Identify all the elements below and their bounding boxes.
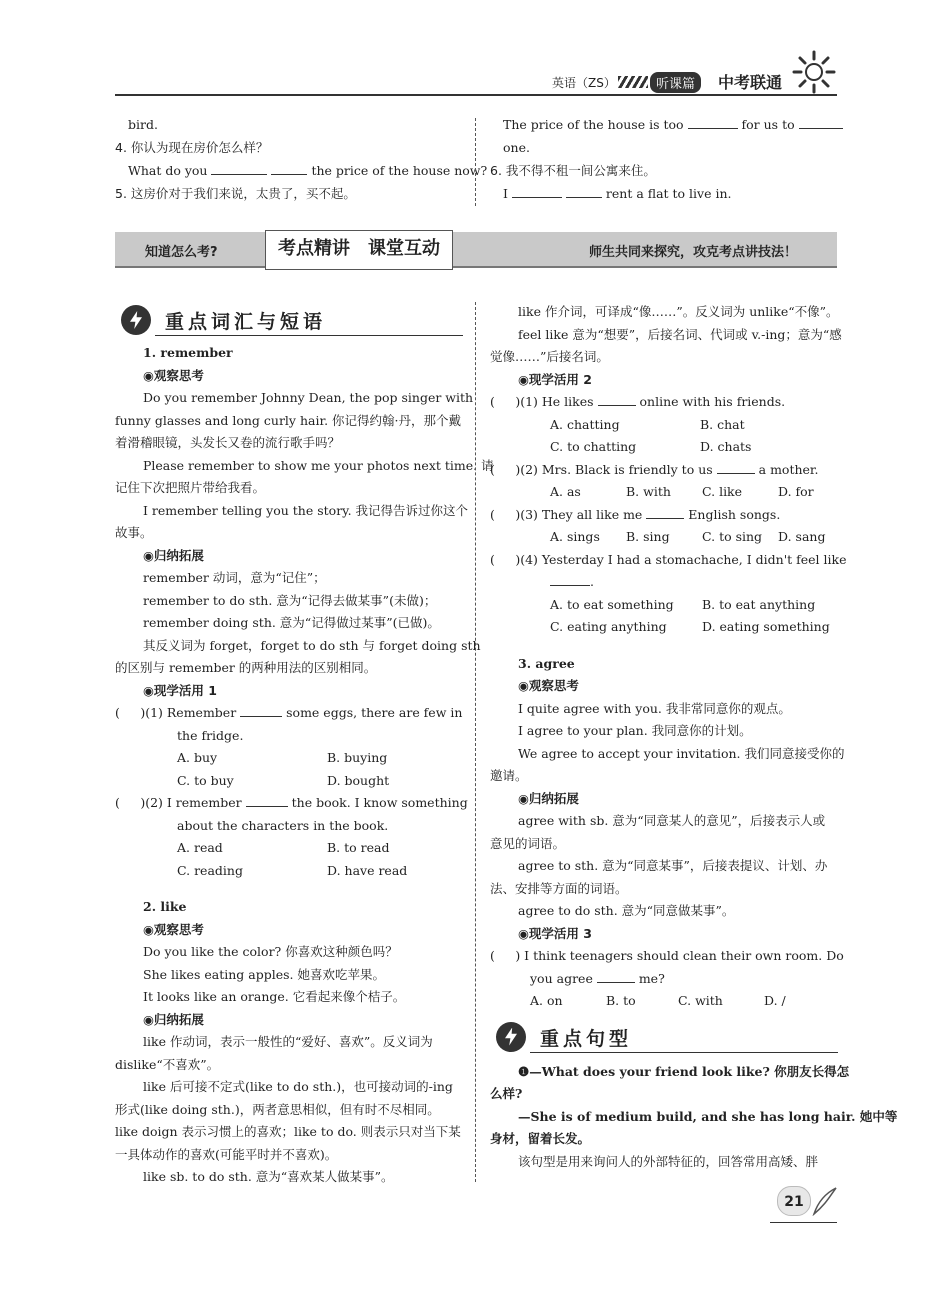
question-p2	[490, 459, 838, 482]
item-heading: 1. remember	[143, 345, 233, 360]
header-section: 听课篇	[650, 72, 701, 93]
tag-practice: ◉现学活用 3	[518, 925, 592, 941]
text-line: 其反义词为 forget，forget to do sth 与 forget doing sth	[143, 637, 481, 653]
text-line: 着滑稽眼镜，头发长又卷的流行歌手吗？	[115, 435, 341, 450]
option-row	[490, 414, 838, 437]
option[interactable]: C. with	[678, 993, 723, 1008]
lightning-icon	[121, 305, 151, 335]
answer-blank[interactable]	[646, 506, 684, 519]
left-column	[115, 302, 494, 1189]
question-stem: English songs.	[688, 506, 781, 522]
text-line: I agree to your plan. 我同意你的计划。	[518, 723, 752, 738]
answer-blank[interactable]	[512, 185, 562, 198]
text-line: 记住下次把照片带给我看。	[115, 480, 266, 495]
answer-blank[interactable]	[597, 970, 635, 983]
text-line: like 作介词，可译成“像……”。反义词为 unlike“不像”。	[518, 304, 839, 319]
answer-blank[interactable]	[246, 794, 288, 807]
text-line: like sb. to do sth. 意为“喜欢某人做某事”。	[143, 1169, 394, 1184]
text-line: 么样?	[490, 1086, 523, 1101]
text-line: Do you remember Johnny Dean, the pop singer with	[143, 390, 474, 405]
text: I	[503, 186, 508, 201]
text-line: 一具体动作的喜欢(可能平时并不喜欢)。	[115, 1146, 338, 1162]
section-title: 重点词汇与短语	[165, 311, 327, 333]
text-line: about the characters in the book.	[177, 817, 389, 833]
question-stem: ( )(3) They all like me	[490, 506, 643, 522]
text-line: feel like 意为“想要”，后接名词、代词或 v.-ing；意为“感	[518, 326, 842, 342]
text-line: funny glasses and long curly hair. 你记得约翰·丹，那个戴	[115, 412, 461, 428]
answer-blank[interactable]	[211, 162, 267, 175]
option[interactable]: D. sang	[778, 529, 826, 544]
banner-center: 考点精讲 课堂互动	[265, 230, 453, 270]
text-line: 觉像……”后接名词。	[490, 349, 609, 364]
tag-summary: ◉归纳拓展	[143, 547, 204, 563]
top-right-line-3: 6. 我不得不租一间公寓来住。	[490, 163, 656, 178]
divider	[155, 335, 463, 336]
tag-observe: ◉观察思考	[518, 678, 579, 693]
option[interactable]: B. chat	[700, 416, 745, 432]
option[interactable]: C. eating anything	[550, 619, 667, 634]
answer-blank[interactable]	[598, 393, 636, 406]
option-row	[490, 526, 838, 549]
text-line: 该句型是用来询问人的外部特征的，回答常用高矮、胖	[518, 1153, 819, 1169]
right-column	[490, 301, 898, 1173]
tag-observe: ◉观察思考	[143, 367, 204, 383]
answer-blank[interactable]	[271, 162, 307, 175]
text: the price of the house now?	[311, 163, 488, 178]
option[interactable]: A. read	[177, 840, 223, 855]
header-brand: 中考联通	[718, 73, 783, 92]
question-p1	[490, 391, 838, 414]
option[interactable]: D. eating something	[702, 619, 830, 634]
text-line: 邀请。	[490, 768, 528, 783]
text-line: remember doing sth. 意为“记得做过某事”(已做)。	[143, 615, 440, 630]
footer-rule	[770, 1222, 837, 1223]
text-line: 形式(like doing sth.)，两者意思相似，但有时不尽相同。	[115, 1101, 440, 1117]
option[interactable]: C. to buy	[177, 772, 234, 788]
text-line: 意见的词语。	[490, 835, 566, 851]
text: for us to	[741, 117, 795, 132]
period: .	[590, 574, 594, 589]
option[interactable]: D. chats	[700, 439, 752, 454]
text-line: the fridge.	[177, 727, 244, 743]
option[interactable]: B. buying	[327, 750, 388, 765]
option[interactable]: C. reading	[177, 862, 243, 878]
top-left-line-2: 4. 你认为现在房价怎么样？	[115, 140, 269, 155]
top-right-line-2: one.	[503, 140, 530, 155]
text-line: I remember telling you the story. 我记得告诉过你这个	[143, 502, 469, 518]
option[interactable]: D. /	[764, 993, 786, 1008]
question-stem: ( )(1) Remember	[115, 705, 237, 720]
option[interactable]: C. to sing	[702, 529, 763, 544]
text-line: 法、安排等方面的词语。	[490, 880, 628, 896]
question-stem: the book. I know something	[291, 795, 468, 810]
page-number: 21	[784, 1194, 804, 1210]
banner-right: 师生共同来探究，攻克考点讲技法！	[588, 245, 797, 260]
section-header-vocab	[115, 302, 463, 340]
option[interactable]: A. sings	[550, 529, 600, 544]
question-p3	[490, 504, 838, 527]
column-divider	[475, 302, 476, 1182]
text-line: Please remember to show me your photos next time. 请	[143, 457, 494, 473]
question-3-cont	[490, 968, 838, 991]
option-row	[490, 594, 838, 617]
text-line: dislike“不喜欢”。	[115, 1056, 220, 1072]
option-row	[115, 860, 463, 883]
text-line: like 后可接不定式(like to do sth.)，也可接动词的-ing	[143, 1079, 453, 1094]
tag-summary: ◉归纳拓展	[518, 790, 579, 806]
option[interactable]: A. as	[550, 484, 581, 499]
text-line: She likes eating apples. 她喜欢吃苹果。	[143, 966, 385, 982]
text-line: —She is of medium build, and she has long hair. 她中等	[518, 1108, 898, 1124]
tag-observe: ◉观察思考	[143, 921, 204, 937]
header-stripes-icon	[618, 76, 648, 88]
question-stem: a mother.	[758, 461, 819, 477]
option-row	[490, 436, 838, 459]
text-line: 的区别与 remember 的两种用法的区别相同。	[115, 660, 377, 675]
option[interactable]: B. to read	[327, 840, 390, 855]
section-title: 重点句型	[540, 1027, 633, 1050]
header-rule	[115, 94, 837, 96]
answer-blank[interactable]	[688, 116, 738, 129]
section-banner	[115, 232, 837, 268]
question-2	[115, 792, 468, 815]
answer-blank[interactable]	[240, 704, 282, 717]
option[interactable]: D. bought	[327, 772, 390, 788]
question-stem: ( )(1) He likes	[490, 394, 594, 409]
option[interactable]: B. to	[606, 993, 636, 1008]
text: What do you	[128, 163, 208, 178]
text-line: It looks like an orange. 它看起来像个桔子。	[143, 989, 406, 1004]
answer-blank[interactable]	[799, 116, 843, 129]
question-stem: ( )(2) I remember	[115, 795, 242, 810]
answer-blank[interactable]	[717, 461, 755, 474]
option[interactable]: C. like	[702, 484, 743, 499]
answer-blank[interactable]	[550, 573, 590, 586]
answer-blank[interactable]	[566, 185, 602, 198]
text-line: I quite agree with you. 我非常同意你的观点。	[518, 700, 791, 716]
answer-line	[490, 571, 838, 594]
option-row	[490, 990, 838, 1013]
top-right-line-4	[503, 183, 732, 206]
option[interactable]: A. chatting	[550, 416, 620, 432]
text-line: agree to sth. 意为“同意某事”，后接表提议、计划、办	[518, 858, 828, 873]
question-stem: ( )(4) Yesterday I had a stomachache, I didn't feel like	[490, 551, 847, 567]
text-line: ❶—What does your friend look like? 你朋友长得怎	[518, 1063, 850, 1079]
text-line: remember 动词，意为“记住”；	[143, 570, 326, 585]
text: The price of the house is too	[503, 117, 684, 132]
top-left-line-3	[128, 160, 487, 183]
option[interactable]: B. to eat anything	[702, 596, 816, 612]
tag-practice: ◉现学活用 2	[518, 371, 592, 387]
option[interactable]: B. with	[626, 484, 671, 499]
banner-left: 知道怎么考?	[145, 245, 218, 260]
option[interactable]: A. to eat something	[550, 596, 674, 612]
option[interactable]: B. sing	[626, 529, 670, 544]
option-row	[490, 481, 838, 504]
text: rent a flat to live in.	[605, 186, 732, 201]
text-line: like 作动词，表示一般性的“爱好、喜欢”。反义词为	[143, 1034, 433, 1049]
swirl-icon	[812, 1186, 838, 1220]
section-header-sentences	[490, 1019, 838, 1057]
question-stem: ( )(2) Mrs. Black is friendly to us	[490, 461, 713, 477]
item-heading: 2. like	[143, 899, 187, 914]
lightning-icon	[496, 1022, 526, 1052]
sun-logo-icon	[792, 50, 836, 94]
question-3: ( ) I think teenagers should clean their own room. Do	[490, 948, 844, 963]
option-row	[115, 837, 463, 860]
tag-summary: ◉归纳拓展	[143, 1011, 204, 1027]
question-stem: you agree	[530, 970, 593, 986]
question-stem: some eggs, there are few in	[286, 705, 463, 720]
divider	[530, 1052, 838, 1053]
text-line: 身材，留着长发。	[490, 1131, 591, 1146]
option[interactable]: D. for	[778, 484, 814, 499]
option-row	[115, 747, 463, 770]
question-p4	[490, 549, 847, 572]
option-row	[115, 770, 463, 793]
option-row	[490, 616, 838, 639]
option[interactable]: D. have read	[327, 862, 408, 878]
text-line: agree to do sth. 意为“同意做某事”。	[518, 903, 735, 918]
text-line: We agree to accept your invitation. 我们同意接受你的	[518, 745, 845, 761]
option[interactable]: C. to chatting	[550, 439, 637, 454]
option[interactable]: A. on	[530, 993, 563, 1008]
item-heading: 3. agree	[518, 655, 575, 671]
text-line: like doign 表示习惯上的喜欢；like to do. 则表示只对当下某	[115, 1124, 461, 1139]
text-line: remember to do sth. 意为“记得去做某事”(未做)；	[143, 592, 437, 608]
top-right-line-1	[503, 114, 843, 137]
top-left-line-1: bird.	[128, 117, 158, 132]
question-1	[115, 702, 463, 725]
option[interactable]: A. buy	[177, 750, 218, 765]
question-stem: online with his friends.	[639, 394, 786, 409]
tag-practice: ◉现学活用 1	[143, 682, 217, 698]
text-line: 故事。	[115, 525, 153, 540]
text-line: Do you like the color? 你喜欢这种颜色吗？	[143, 944, 398, 959]
header-subject: 英语（ZS）	[552, 76, 616, 90]
page-number-badge	[777, 1186, 811, 1216]
question-stem: me?	[638, 970, 665, 986]
top-left-line-4: 5. 这房价对于我们来说，太贵了，买不起。	[115, 186, 356, 201]
text-line: agree with sb. 意为“同意某人的意见”，后接表示人或	[518, 813, 826, 828]
column-divider	[475, 118, 476, 206]
